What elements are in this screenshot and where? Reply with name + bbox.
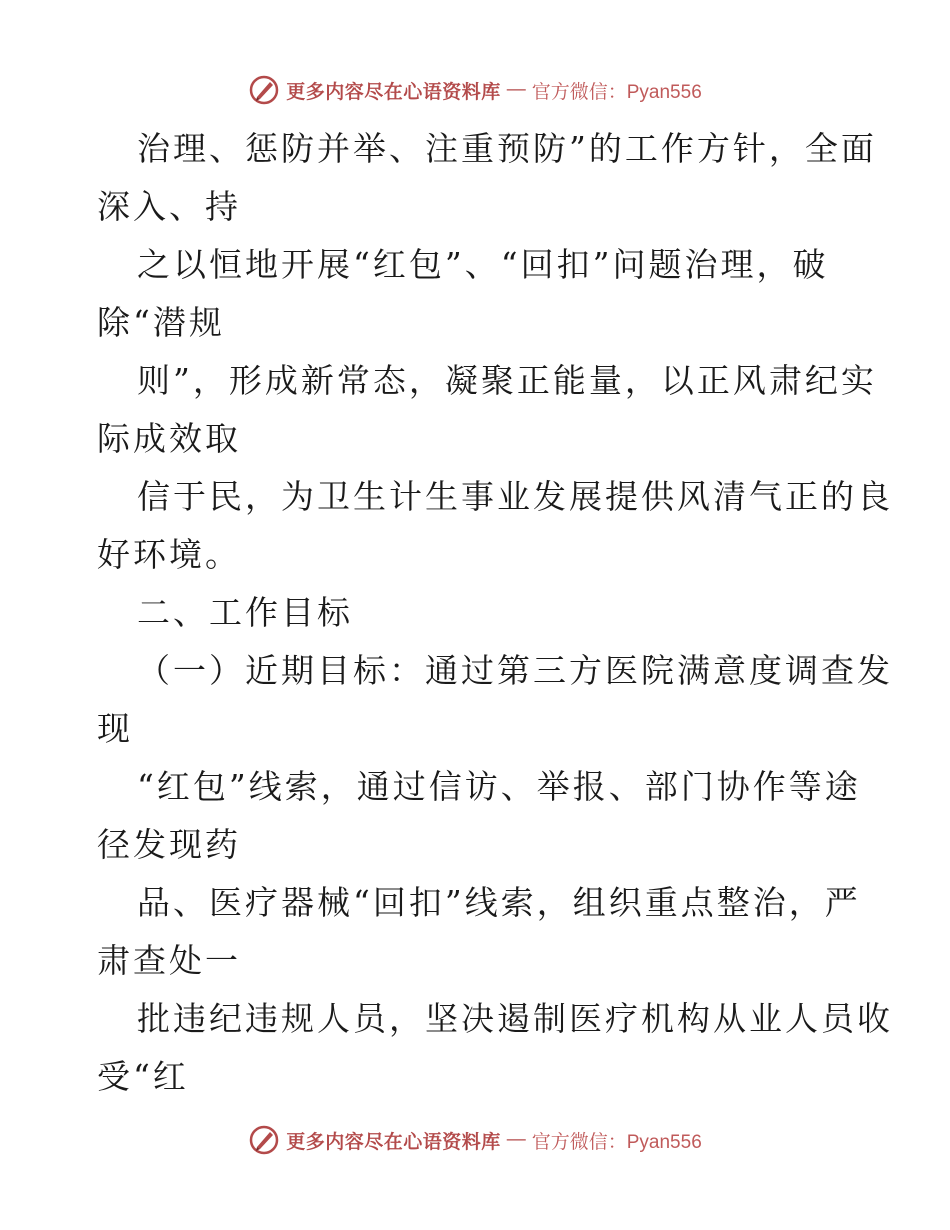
text-line: 际成效取 [97, 419, 241, 458]
text-line: 好环境。 [97, 535, 241, 574]
text-line: “红包”线索，通过信访、举报、部门协作等途 [137, 767, 861, 806]
text-line: 之以恒地开展“红包”、“回扣”问题治理，破 [137, 245, 829, 284]
text-line: 径发现药 [97, 825, 241, 864]
watermark-separator: — [506, 1129, 526, 1150]
text-line: 受“红 [97, 1057, 189, 1096]
text-line: 现 [97, 709, 133, 748]
watermark-brand: 更多内容尽在心语资料库 [286, 80, 501, 103]
text-line: 则”，形成新常态，凝聚正能量，以正风肃纪实 [137, 361, 877, 400]
text-line: 治理、惩防并举、注重预防”的工作方针，全面 [137, 129, 877, 168]
watermark-separator: — [506, 79, 526, 100]
watermark-wechat: 官方微信：Pyan556 [531, 81, 702, 103]
footer-watermark [0, 1120, 950, 1160]
text-line: 肃查处一 [97, 941, 241, 980]
text-line: 深入、持 [97, 187, 241, 226]
text-line: 信于民，为卫生计生事业发展提供风清气正的良 [137, 477, 893, 516]
watermark-wechat: 官方微信：Pyan556 [531, 1131, 702, 1153]
text-line: 二、工作目标 [137, 593, 353, 632]
quill-pen-logo-icon [248, 74, 280, 106]
header-watermark [0, 70, 950, 110]
text-line: 品、医疗器械“回扣”线索，组织重点整治，严 [137, 883, 861, 922]
quill-pen-logo-icon [248, 1124, 280, 1156]
document-body [97, 120, 893, 1106]
text-line: 除“潜规 [97, 303, 225, 342]
text-line: （一）近期目标：通过第三方医院满意度调查发 [137, 651, 893, 690]
text-line: 批违纪违规人员，坚决遏制医疗机构从业人员收 [137, 999, 893, 1038]
watermark-brand: 更多内容尽在心语资料库 [286, 1130, 501, 1153]
